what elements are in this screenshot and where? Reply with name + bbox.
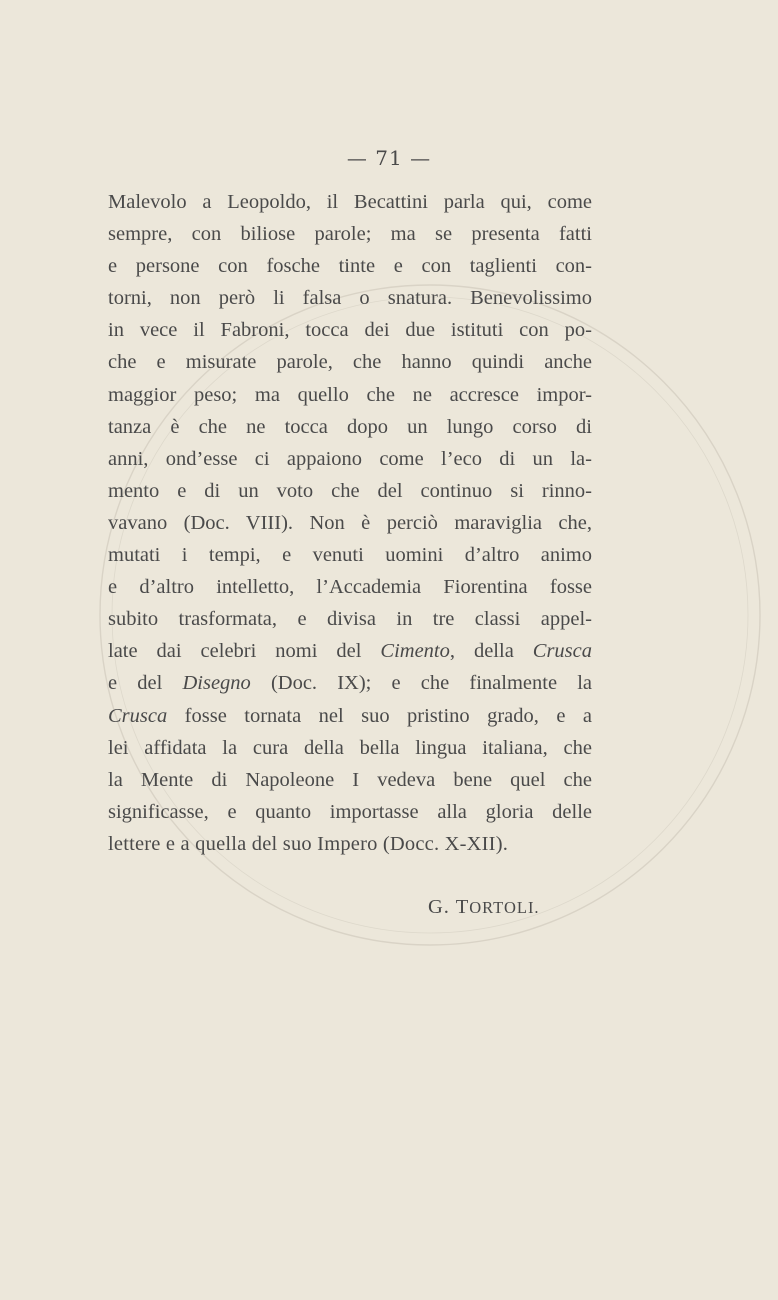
text-line: lettere e a quella del suo Impero (Docc. X-XII). [108, 832, 509, 855]
text-line: sempre, con biliose parole; ma se presenta fatti [108, 223, 592, 246]
signature-surname-rest: ORTOLI. [469, 898, 540, 917]
italic-term-cimento: Cimento [380, 640, 450, 663]
body-text [108, 186, 592, 860]
page-number: — 71 — [346, 146, 432, 170]
text-line: in vece il Fabroni, tocca dei due istituti con po- [108, 319, 592, 342]
text-run: , della [449, 640, 533, 663]
text-line: significasse, e quanto importasse alla gloria delle [108, 800, 592, 823]
text-line: mento e di un voto che del continuo si rinno- [108, 479, 592, 502]
italic-term-disegno: Disegno [182, 672, 251, 695]
text-line: anni, ond’esse ci appaiono come l’eco di un la- [108, 447, 592, 470]
italic-term-crusca: Crusca [108, 704, 168, 727]
text-line [108, 635, 592, 667]
text-line [108, 700, 592, 732]
text-line: e d’altro intelletto, l’Accademia Fiorentina fosse [108, 576, 592, 599]
text-line: Malevolo a Leopoldo, il Becattini parla qui, come [108, 191, 592, 213]
text-run: (Doc. IX); e che finalmente la [250, 672, 592, 695]
text-line: maggior peso; ma quello che ne accresce impor- [108, 383, 592, 406]
text-run: fosse tornata nel suo pristino grado, e a [167, 704, 592, 727]
text-line: vavano (Doc. VIII). Non è perciò maraviglia che, [108, 511, 592, 534]
italic-term-crusca: Crusca [532, 640, 592, 663]
text-line: che e misurate parole, che hanno quindi anche [108, 351, 592, 374]
text-run: e del [108, 672, 183, 695]
text-run: late dai celebri nomi del [108, 640, 381, 663]
signature-surname-initial: T [455, 896, 470, 918]
text-line [108, 667, 592, 699]
text-line: lei affidata la cura della bella lingua italiana, che [108, 736, 592, 759]
text-line: mutati i tempi, e venuti uomini d’altro animo [108, 544, 592, 567]
author-signature [428, 896, 540, 919]
text-line: torni, non però li falsa o snatura. Benevolissimo [108, 287, 592, 310]
text-line: e persone con fosche tinte e con taglienti con- [108, 255, 592, 278]
text-line: tanza è che ne tocca dopo un lungo corso di [108, 415, 592, 438]
signature-initial: G. [428, 896, 450, 918]
text-line: subito trasformata, e divisa in tre classi appel- [108, 608, 592, 631]
text-line: la Mente di Napoleone I vedeva bene quel che [108, 768, 592, 791]
